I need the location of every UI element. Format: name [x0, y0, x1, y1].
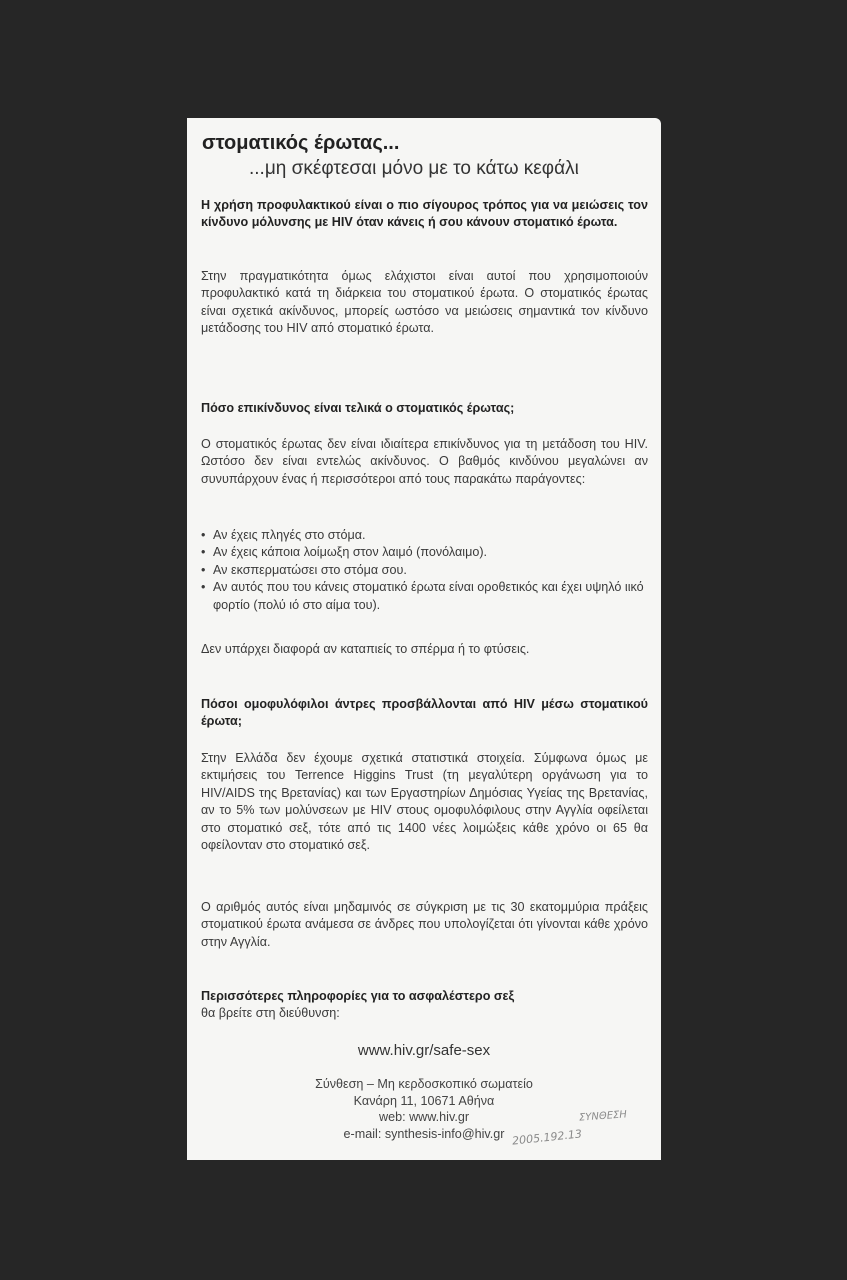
- section1-after: Δεν υπάρχει διαφορά αν καταπιείς το σπέρμα ή το φτύσεις.: [201, 642, 530, 656]
- list-item: • Αν αυτός που του κάνεις στοματικό έρωτα είναι οροθετικός και έχει υψηλό ιικό φορτίο (πολύ ιό στο αίμα του).: [201, 579, 651, 614]
- section1-text: Ο στοματικός έρωτας δεν είναι ιδιαίτερα επικίνδυνος για τη μετάδοση του HIV. Ωστόσο δεν είναι εντελώς ακίνδυνος. Ο βαθμός κινδύνου μεγαλώνει αν συνυπάρχουν ένας ή περισσότεροι από τους παρακάτω παράγοντες:: [201, 437, 648, 486]
- footer-address: Κανάρη 11, 10671 Αθήνα: [353, 1093, 495, 1108]
- more-info: [201, 988, 648, 1023]
- intro-bold: Η χρήση προφυλακτικού είναι ο πιο σίγουρος τρόπος για να μειώσεις τον κίνδυνο μόλυνσης με HIV όταν κάνεις ή σου κάνουν στοματικό έρωτα.: [201, 198, 648, 230]
- section2-text1: Στην Ελλάδα δεν έχουμε σχετικά στατιστικά στοιχεία. Σύμφωνα όμως με εκτιμήσεις του Terrence Higgins Trust (τη μεγαλύτερη οργάνωση για το HIV/AIDS της Βρετανίας) και των Εργαστηρίων Δημόσιας Υγείας της Βρετανίας, αν το 5% των μολύνσεων με HIV στους ομοφυλόφιλους στην Αγγλία οφείλεται στο στοματικό σεξ, τότε από τις 1400 νέες λοιμώξεις κάθε χρόνο οι 65 θα οφείλονταν στο στοματικό σεξ.: [201, 751, 648, 853]
- list-item: • Αν εκσπερματώσει στο στόμα σου.: [201, 562, 651, 579]
- leaflet-card: [187, 118, 661, 1160]
- leaflet-subtitle: ...μη σκέφτεσαι μόνο με το κάτω κεφάλι: [249, 158, 579, 179]
- safe-sex-url[interactable]: www.hiv.gr/safe-sex: [357, 1042, 491, 1059]
- footer-contact: [187, 1076, 661, 1142]
- intro-text: Στην πραγματικότητα όμως ελάχιστοι είναι αυτοί που χρησιμοποιούν προφυλακτικό κατά τη διάρκεια του στοματικού έρωτα. Ο στοματικός έρωτας είναι σχετικά ακίνδυνος, μπορείς ωστόσο να μειώσεις σημαντικά τον κίνδυνο μετάδοσης του HIV από στοματικό έρωτα.: [201, 269, 648, 336]
- more-info-text: θα βρείτε στη διεύθυνση:: [201, 1006, 340, 1021]
- handwritten-ref-number: 2005.192.13: [511, 1127, 583, 1148]
- leaflet-title: στοματικός έρωτας...: [202, 132, 400, 154]
- risk-factors-list: [201, 527, 651, 614]
- section1-heading: Πόσο επικίνδυνος είναι τελικά ο στοματικός έρωτας;: [201, 401, 515, 415]
- section2-text2: Ο αριθμός αυτός είναι μηδαμινός σε σύγκριση με τις 30 εκατομμύρια πράξεις στοματικού έρωτα ανάμεσα σε άνδρες που υπολογίζεται ότι γίνονται κάθε χρόνο στην Αγγλία.: [201, 900, 648, 949]
- footer-email[interactable]: e-mail: synthesis-info@hiv.gr: [343, 1126, 505, 1141]
- list-item: • Αν έχεις κάποια λοίμωξη στον λαιμό (πονόλαιμο).: [201, 544, 651, 561]
- handwritten-org-note: ΣΥΝΘΕΣΗ: [578, 1109, 628, 1124]
- footer-org: Σύνθεση – Μη κερδοσκοπικό σωματείο: [315, 1077, 533, 1091]
- section2-heading: Πόσοι ομοφυλόφιλοι άντρες προσβάλλονται από HIV μέσω στοματικού έρωτα;: [201, 697, 648, 729]
- list-item: • Αν έχεις πληγές στο στόμα.: [201, 527, 651, 544]
- more-info-bold: Περισσότερες πληροφορίες για το ασφαλέστερο σεξ: [201, 989, 515, 1003]
- footer-web[interactable]: web: www.hiv.gr: [378, 1110, 470, 1124]
